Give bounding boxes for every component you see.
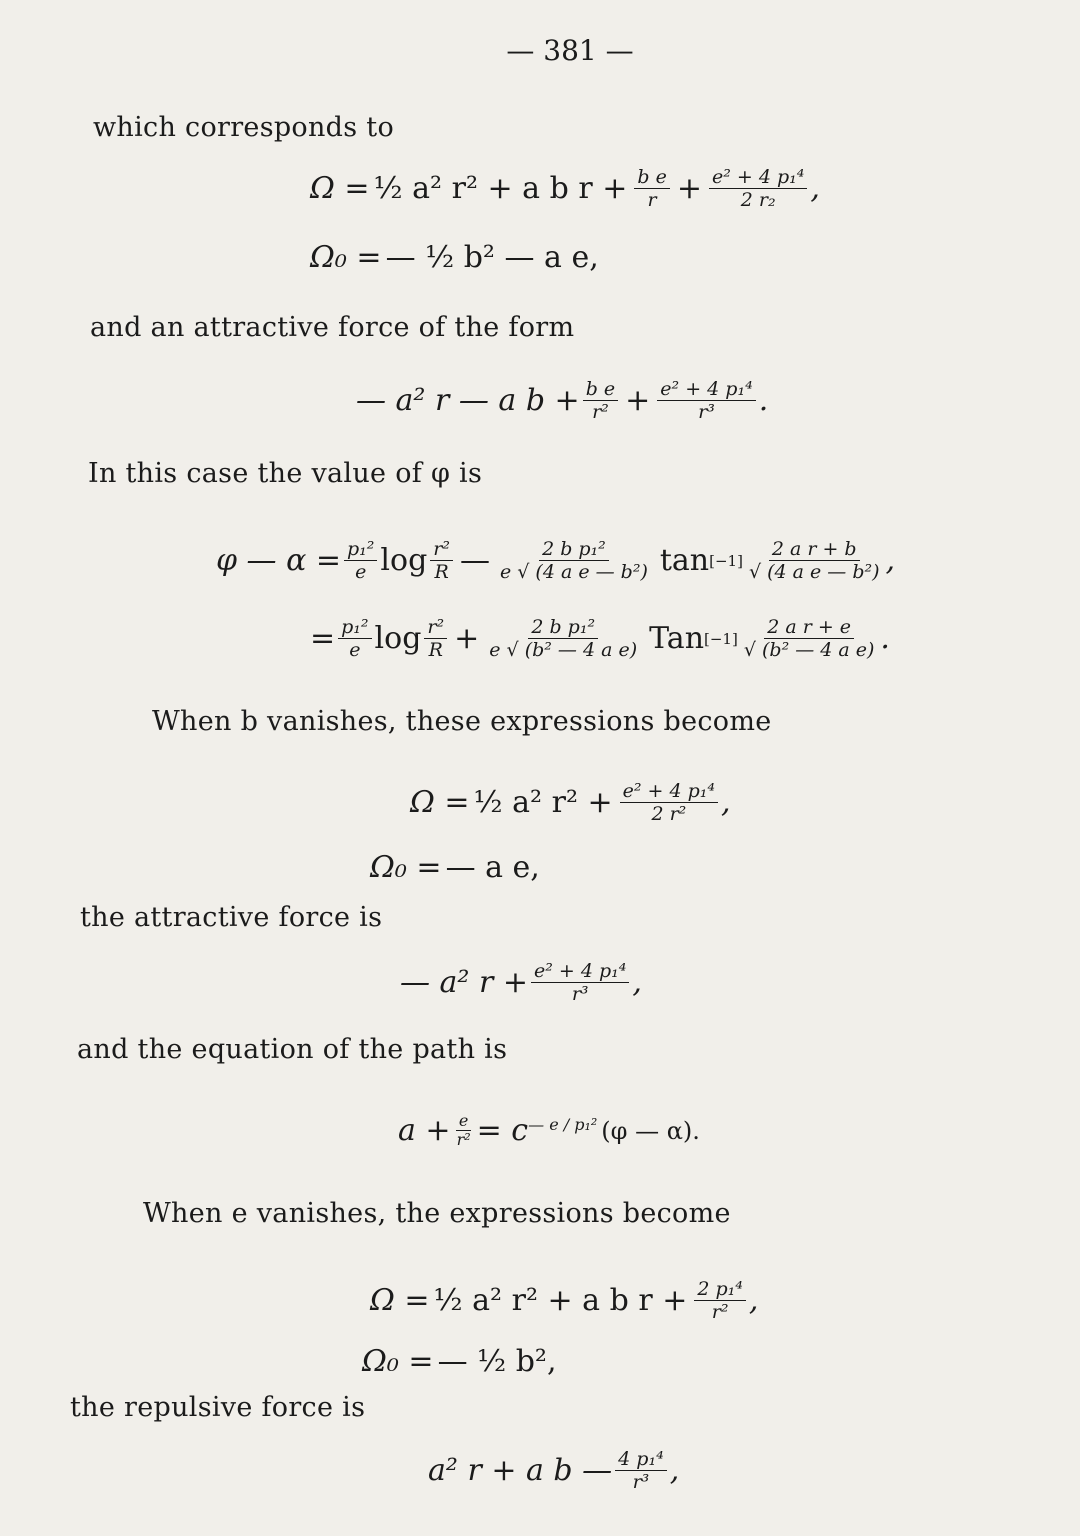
eq12-f1-denominator: r³ xyxy=(632,1471,650,1493)
paragraph-which-corresponds: which corresponds to xyxy=(93,112,395,143)
eq12-lead: a² r + a b — xyxy=(428,1453,613,1488)
eq5-log: log xyxy=(374,621,422,656)
eq5-f2-denominator: R xyxy=(428,639,443,661)
equation-omega-e-zero xyxy=(370,1278,758,1323)
eq9-exponent: — e / p₁² xyxy=(528,1115,598,1134)
eq4-log: log xyxy=(380,543,428,578)
eq2-rhs: — ½ b² — a e, xyxy=(385,240,599,275)
eq6-fraction xyxy=(620,780,718,825)
eq10-fraction xyxy=(694,1278,746,1323)
eq3-fraction-e2-r3 xyxy=(657,378,755,423)
paragraph-value-of-phi: In this case the value of φ is xyxy=(88,458,483,489)
eq11-rhs: — ½ b², xyxy=(437,1344,557,1379)
eq3-fraction-be-r2 xyxy=(583,378,618,423)
eq9-f1-denominator: r² xyxy=(456,1130,471,1149)
eq4-tan: tan xyxy=(659,543,710,578)
eq3-end: . xyxy=(758,383,769,418)
eq11-lhs: Ω₀ = xyxy=(362,1344,434,1379)
eq5-lhs: = xyxy=(310,621,336,656)
eq9-fraction-e-r2 xyxy=(454,1112,474,1149)
eq4-f4-numerator: 2 a r + b xyxy=(769,538,860,561)
equation-omega-zero-b-zero xyxy=(370,850,544,885)
eq5-Tan-superscript: [−1] xyxy=(704,629,738,648)
eq5-f3-denominator: e √ (b² — 4 a e) xyxy=(489,639,638,661)
paragraph-repulsive-force-is: the repulsive force is xyxy=(70,1392,366,1423)
eq6-f1-denominator: 2 r² xyxy=(651,803,687,825)
eq12-end: , xyxy=(669,1453,680,1488)
eq7-rhs: — a e, xyxy=(445,850,540,885)
eq10-f1-denominator: r² xyxy=(711,1301,729,1323)
eq4-fraction-coefficient xyxy=(497,538,651,583)
eq4-f1-numerator: p₁² xyxy=(344,538,377,561)
eq1-terms: ½ a² r² + a b r + xyxy=(373,171,628,206)
eq4-f2-denominator: R xyxy=(434,561,449,583)
eq4-fraction-p1-e xyxy=(344,538,377,583)
eq5-f1-numerator: p₁² xyxy=(338,616,371,639)
eq4-f3-denominator: e √ (4 a e — b²) xyxy=(500,561,648,583)
eq9-f1-numerator: e xyxy=(456,1112,471,1131)
eq1-fraction-e2 xyxy=(709,166,807,211)
eq4-minus: — xyxy=(460,543,490,578)
eq7-lhs: Ω₀ = xyxy=(370,850,442,885)
paragraph-when-b-vanishes: When b vanishes, these expressions become xyxy=(152,706,772,737)
eq12-fraction xyxy=(615,1448,667,1493)
eq1-end: , xyxy=(810,171,820,206)
eq8-f1-numerator: e² + 4 p₁⁴ xyxy=(531,960,629,983)
eq8-fraction xyxy=(531,960,629,1005)
eq1-fraction-be-r xyxy=(634,166,669,211)
eq5-Tan: Tan xyxy=(649,621,705,656)
eq4-end: , xyxy=(885,543,896,578)
equation-omega-general xyxy=(310,166,820,211)
equation-omega-zero-e-zero xyxy=(362,1344,561,1379)
eq4-f1-denominator: e xyxy=(355,561,367,583)
equation-phi-Tan xyxy=(310,616,890,661)
eq5-f4-numerator: 2 a r + e xyxy=(764,616,854,639)
eq6-f1-numerator: e² + 4 p₁⁴ xyxy=(620,780,718,803)
eq9-lead: a + xyxy=(398,1113,451,1148)
eq2-lhs: Ω₀ = xyxy=(310,240,382,275)
eq4-f4-denominator: √ (4 a e — b²) xyxy=(748,561,880,583)
eq1-lhs: Ω = xyxy=(310,171,370,206)
eq5-fraction-p1-e xyxy=(338,616,371,661)
paragraph-when-e-vanishes: When e vanishes, the expressions become xyxy=(143,1198,731,1229)
eq4-tan-superscript: [−1] xyxy=(709,551,743,570)
eq5-f2-numerator: r² xyxy=(424,616,447,639)
eq9-rest: (φ — α). xyxy=(601,1116,700,1145)
eq3-f1-denominator: r² xyxy=(592,401,609,423)
eq10-f1-numerator: 2 p₁⁴ xyxy=(694,1278,746,1301)
eq4-lhs: φ — α = xyxy=(216,543,342,578)
eq4-f3-numerator: 2 b p₁² xyxy=(539,538,609,561)
eq1-f1-numerator: b e xyxy=(634,166,669,189)
eq5-f3-numerator: 2 b p₁² xyxy=(528,616,598,639)
equation-omega-zero xyxy=(310,240,603,275)
eq1-f1-denominator: r xyxy=(647,189,657,211)
equation-repulsive-force xyxy=(428,1448,679,1493)
eq3-f2-denominator: r³ xyxy=(698,401,715,423)
equation-attractive-force-b-zero xyxy=(400,960,642,1005)
eq8-lead: — a² r + xyxy=(400,965,528,1000)
equation-phi-tan xyxy=(216,538,895,583)
eq3-f1-numerator: b e xyxy=(583,378,618,401)
page-number: — 381 — xyxy=(506,34,634,67)
eq10-end: , xyxy=(748,1283,759,1318)
eq6-lhs: Ω = xyxy=(410,785,470,820)
eq8-f1-denominator: r³ xyxy=(571,983,589,1005)
eq6-terms: ½ a² r² + xyxy=(473,785,613,820)
equation-attractive-force xyxy=(356,378,768,423)
equation-omega-b-zero xyxy=(410,780,731,825)
eq3-plus: + xyxy=(625,383,651,418)
eq10-terms: ½ a² r² + a b r + xyxy=(433,1283,688,1318)
eq10-lhs: Ω = xyxy=(370,1283,430,1318)
eq1-plus: + xyxy=(676,171,702,206)
equation-path xyxy=(398,1112,704,1149)
eq1-f2-numerator: e² + 4 p₁⁴ xyxy=(709,166,807,189)
eq5-end: . xyxy=(880,621,890,656)
eq3-lead: — a² r — a b + xyxy=(356,383,580,418)
paragraph-equation-of-path: and the equation of the path is xyxy=(77,1034,508,1065)
eq5-f1-denominator: e xyxy=(349,639,361,661)
eq6-end: , xyxy=(721,785,731,820)
eq4-f2-numerator: r² xyxy=(430,538,453,561)
eq4-fraction-r2-R xyxy=(430,538,453,583)
eq5-fraction-argument xyxy=(741,616,878,661)
eq4-fraction-argument xyxy=(746,538,883,583)
eq5-fraction-coefficient xyxy=(486,616,640,661)
eq3-f2-numerator: e² + 4 p₁⁴ xyxy=(657,378,755,401)
eq12-f1-numerator: 4 p₁⁴ xyxy=(615,1448,667,1471)
eq9-equals-c: = c xyxy=(476,1113,529,1148)
paragraph-attractive-force-is: the attractive force is xyxy=(80,902,383,933)
eq5-plus: + xyxy=(454,621,480,656)
eq5-fraction-r2-R xyxy=(424,616,447,661)
eq5-f4-denominator: √ (b² — 4 a e) xyxy=(743,639,875,661)
paragraph-attractive-force-form: and an attractive force of the form xyxy=(90,312,575,343)
eq8-end: , xyxy=(632,965,642,1000)
eq1-f2-denominator: 2 r₂ xyxy=(740,189,776,211)
